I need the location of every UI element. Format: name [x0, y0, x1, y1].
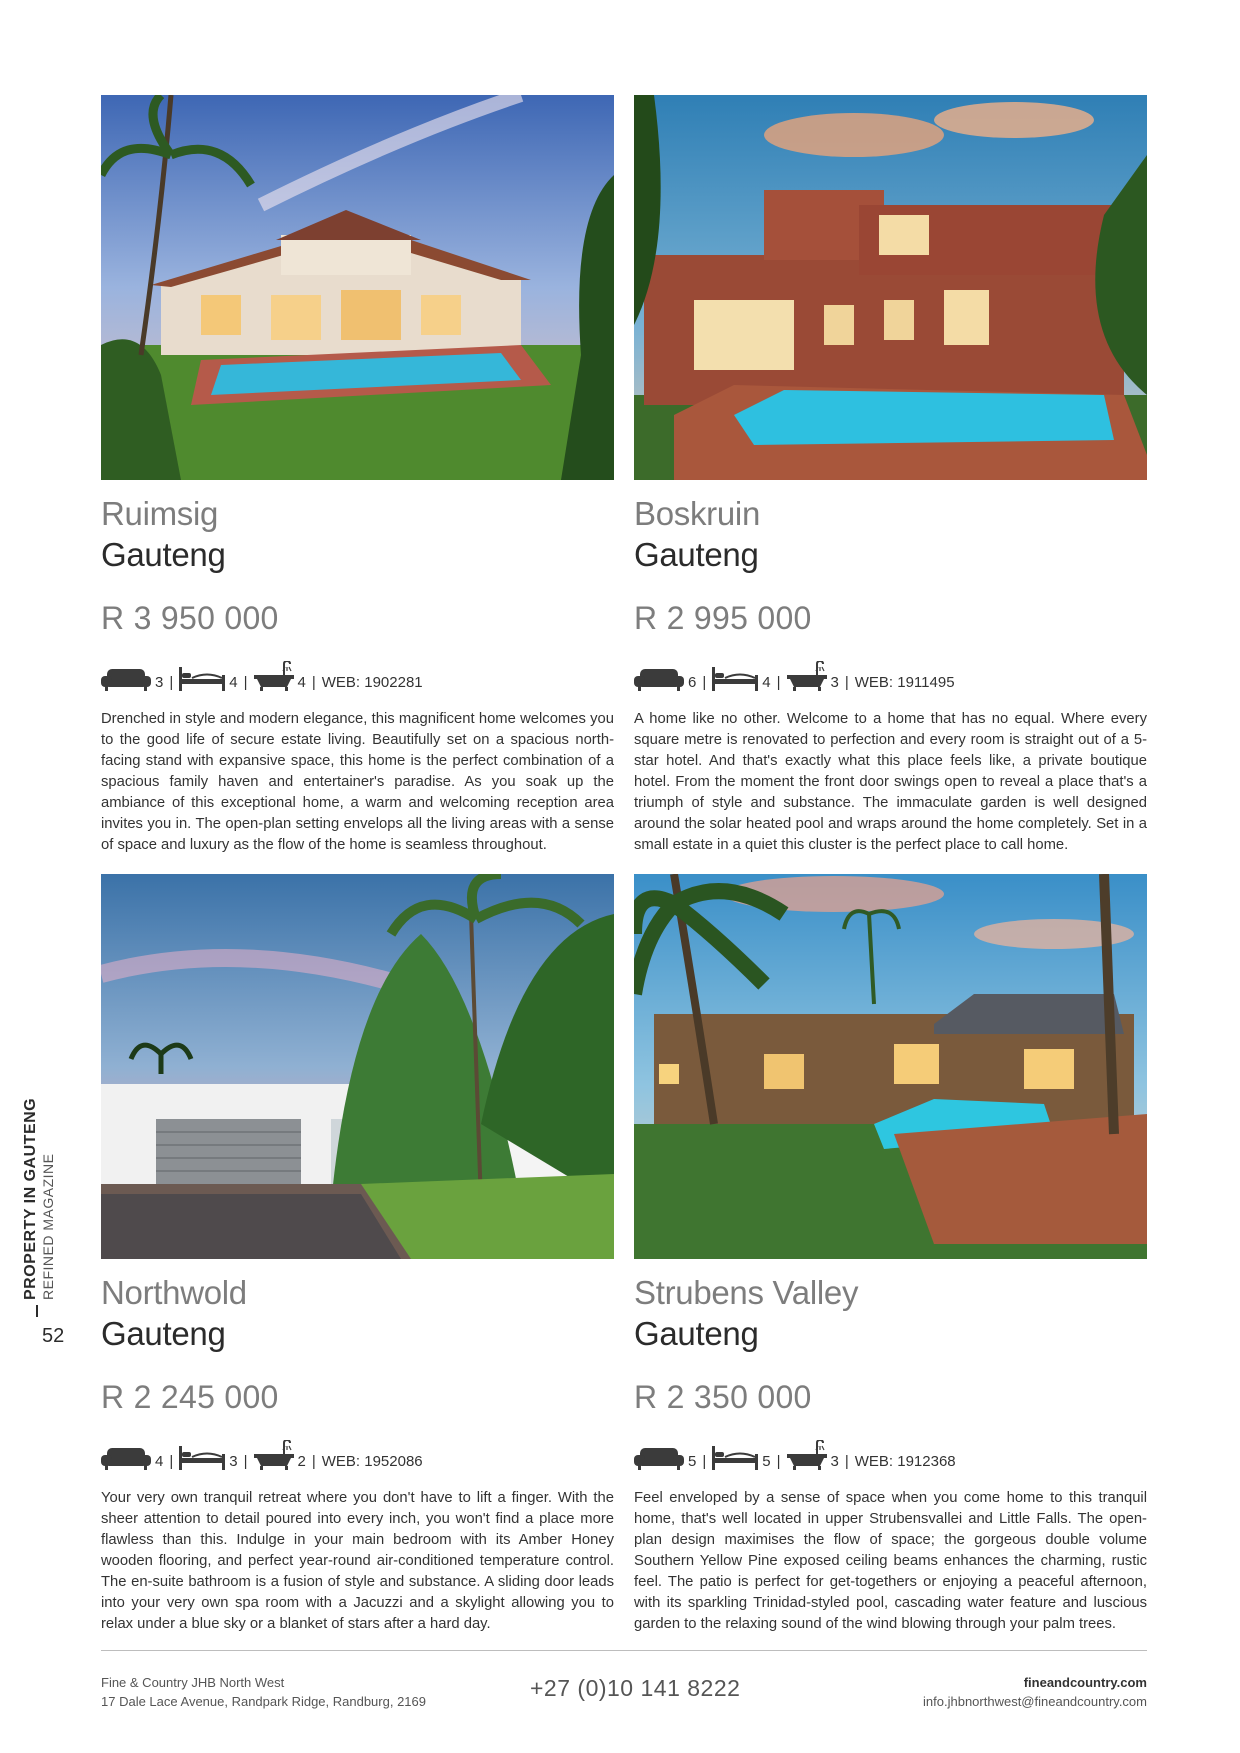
property-photo — [101, 95, 614, 480]
listing-specs: 4 | 3 | 2 | WEB: 1952086 — [101, 1440, 423, 1470]
bathtub-icon — [787, 661, 827, 691]
bathtub-icon — [787, 1440, 827, 1470]
page-number: 52 — [42, 1325, 65, 1347]
bathtub-icon — [254, 1440, 294, 1470]
bathroom-count: 3 — [830, 674, 839, 691]
living-count: 3 — [155, 674, 164, 691]
company-name: Fine & Country JHB North West — [101, 1675, 285, 1690]
listing-price: R 2 245 000 — [101, 1379, 279, 1415]
bed-icon — [712, 1446, 758, 1470]
sofa-icon — [101, 667, 151, 691]
property-photo — [634, 874, 1147, 1259]
listing-suburb: Boskruin — [634, 495, 760, 532]
listing-card-strubens-valley — [634, 874, 1147, 1632]
listing-specs: 5 | 5 | 3 | WEB: 1912368 — [634, 1440, 956, 1470]
bed-icon — [179, 667, 225, 691]
bedroom-count: 4 — [762, 674, 771, 691]
bathtub-icon — [254, 661, 294, 691]
section-title: PROPERTY IN GAUTENG — [22, 1097, 39, 1300]
listing-card-northwold — [101, 874, 614, 1632]
sofa-icon — [634, 1446, 684, 1470]
property-photo — [101, 874, 614, 1259]
divider — [36, 1305, 38, 1317]
web-reference: WEB: 1902281 — [321, 674, 423, 691]
bathroom-count: 2 — [297, 1453, 306, 1470]
bedroom-count: 5 — [762, 1453, 771, 1470]
phone-number[interactable]: +27 (0)10 141 8222 — [530, 1675, 741, 1701]
listing-specs: 3 | 4 | 4 | WEB: 1902281 — [101, 661, 423, 691]
web-reference: WEB: 1952086 — [321, 1453, 423, 1470]
listing-description: Drenched in style and modern elegance, this magnificent home welcomes you to the good life of secure estate living. Beautifully set on a spacious north-facing stand with expansive space, this home is the perfect combination of a spacious family haven and entertainer's paradise. As you soak up the ambiance of this exceptional home, a warm and welcoming reception area invites you in. The open-plan setting envelops all the living areas with a sense of space and luxury as the flow of the home is seamless throughout. — [101, 711, 614, 853]
listing-price: R 2 995 000 — [634, 600, 812, 636]
listing-province: Gauteng — [634, 1315, 759, 1352]
web-reference: WEB: 1911495 — [854, 674, 955, 691]
listing-description: Feel enveloped by a sense of space when you come home to this tranquil home, that's well located in upper Strubensvallei and Little Falls. The open-plan design maximises the flow of space; the gorgeous double volume Southern Yellow Pine exposed ceiling beams enhances the charming, rustic feel. The patio is perfect for get-togethers or enjoying a peaceful afternoon, with its sparkling Trinidad-styled pool, cascading water feature and luscious garden to the relaxing sound of the wind blowing through your palm trees. — [634, 1490, 1147, 1632]
footer-divider — [101, 1650, 1147, 1651]
listing-price: R 2 350 000 — [634, 1379, 812, 1415]
living-count: 5 — [688, 1453, 697, 1470]
footer-office — [101, 1673, 426, 1711]
bed-icon — [712, 667, 758, 691]
sofa-icon — [101, 1446, 151, 1470]
listing-description: A home like no other. Welcome to a home that has no equal. Where every square metre is renovated to perfection and every room is straight out of a 5-star hotel. And that's exactly what this place feels like, a private boutique hotel. From the moment the front door swings open to reveal a place that's a triumph of style and substance. The immaculate garden is well designed around the solar heated pool and wraps around the home completely. Set in a small estate in a quiet this cluster is the perfect place to call home. — [634, 711, 1147, 853]
bedroom-count: 4 — [229, 674, 238, 691]
listing-description: Your very own tranquil retreat where you don't have to lift a finger. With the sheer attention to detail poured into every inch, you won't find a place more flawless than this. Indulge in your main bedroom with its Amber Honey wooden flooring, and perfect year-round air-conditioned temperature control. The en-suite bathroom is a fusion of style and substance. A sliding door leads into your very own spa room with a Jacuzzi and a skylight allowing you to relax under a blue sky or a blanket of stars after a hard day. — [101, 1490, 614, 1632]
office-address: 17 Dale Lace Avenue, Randpark Ridge, Randburg, 2169 — [101, 1694, 426, 1709]
email-link[interactable]: info.jhbnorthwest@fineandcountry.com — [923, 1694, 1147, 1709]
web-reference: WEB: 1912368 — [854, 1453, 956, 1470]
listing-price: R 3 950 000 — [101, 600, 279, 636]
listing-province: Gauteng — [634, 536, 759, 573]
property-photo — [634, 95, 1147, 480]
listing-suburb: Ruimsig — [101, 495, 219, 532]
listing-card-ruimsig — [101, 95, 614, 853]
listing-suburb: Strubens Valley — [634, 1274, 859, 1311]
bathroom-count: 4 — [297, 674, 306, 691]
magazine-name: REFINED MAGAZINE — [40, 1153, 56, 1300]
listing-card-boskruin — [634, 95, 1147, 853]
bathroom-count: 3 — [830, 1453, 839, 1470]
bedroom-count: 3 — [229, 1453, 238, 1470]
living-count: 4 — [155, 1453, 164, 1470]
listing-suburb: Northwold — [101, 1274, 247, 1311]
living-count: 6 — [688, 674, 697, 691]
bed-icon — [179, 1446, 225, 1470]
listing-province: Gauteng — [101, 1315, 226, 1352]
listing-province: Gauteng — [101, 536, 226, 573]
footer-contact — [923, 1673, 1147, 1711]
listing-specs: 6 | 4 | 3 | WEB: 1911495 — [634, 661, 955, 691]
website-link[interactable]: fineandcountry.com — [1023, 1675, 1147, 1690]
sofa-icon — [634, 667, 684, 691]
